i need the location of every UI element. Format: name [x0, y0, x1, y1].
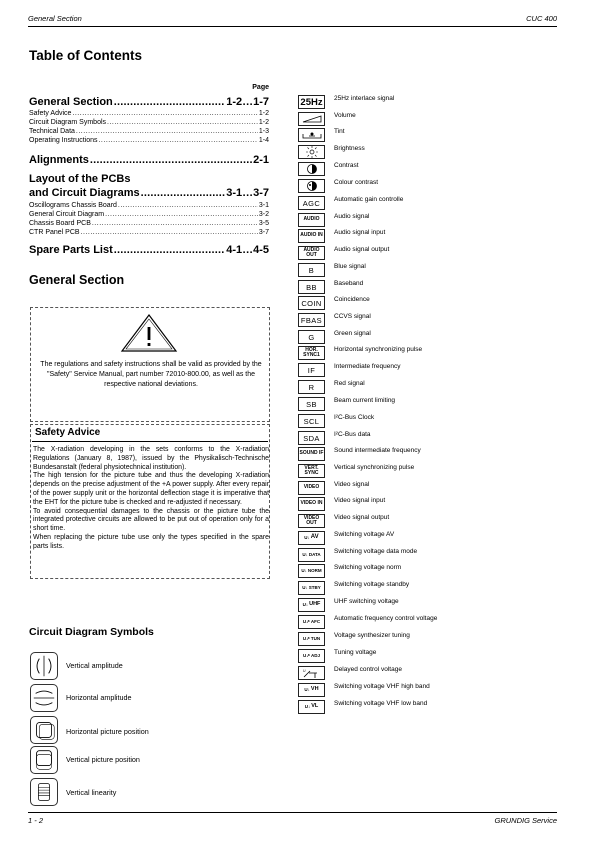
symbol-switching-stby: U↓ STBY	[298, 581, 325, 595]
symbol-coin: COIN	[298, 296, 325, 310]
symbol-label: Switching voltage standby	[334, 581, 410, 588]
symbol-label: Switching voltage VHF high band	[334, 683, 430, 690]
safety-advice-title: Safety Advice	[32, 425, 268, 442]
toc-entry-page: 4-1…4-5	[226, 244, 269, 256]
symbol-label: Delayed control voltage	[334, 666, 402, 673]
toc-entry-label: Circuit Diagram Symbols	[29, 119, 107, 126]
tint-icon	[298, 128, 325, 142]
volume-icon	[298, 112, 325, 126]
toc-entry-label: General Section	[29, 96, 113, 108]
symbol-25hz: 25Hz	[298, 95, 325, 109]
header-section-name: General Section	[28, 14, 82, 23]
toc-entry-label: Chassis Board PCB	[29, 220, 91, 227]
toc-entry-spare-parts[interactable]	[29, 244, 269, 256]
symbol-label: Switching voltage data mode	[334, 548, 418, 555]
toc-leader-dots	[90, 154, 252, 166]
symbol-r: R	[298, 380, 325, 394]
symbol-g: G	[298, 330, 325, 344]
toc-entry-label: General Circuit Diagram	[29, 211, 105, 218]
symbol-label: UHF switching voltage	[334, 598, 399, 605]
symbol-agc: AGC	[298, 196, 325, 210]
toc-entry-page: 2-1	[253, 154, 269, 166]
symbol-tuning-synth: U↗ TUN	[298, 632, 325, 646]
toc-entry-alignments[interactable]	[29, 154, 269, 166]
symbol-switching-vh: U↓ VH	[298, 683, 325, 697]
symbol-label: Blue signal	[334, 263, 366, 270]
delayed-control-icon	[298, 666, 325, 680]
toc-leader-dots	[114, 96, 225, 108]
symbol-label: Vertical synchronizing pulse	[334, 464, 415, 471]
toc-leader-dots	[107, 119, 258, 126]
symbol-switching-norm: U↓ NORM	[298, 564, 325, 578]
circuit-symbol-label: Vertical picture position	[66, 755, 140, 764]
horizontal-position-icon	[30, 716, 58, 744]
toc-entry-page: 3-5	[258, 220, 269, 227]
vertical-position-icon	[30, 746, 58, 774]
toc-entry-label: Operating Instructions	[29, 137, 98, 144]
symbol-label: Green signal	[334, 330, 371, 337]
toc-leader-dots	[105, 211, 258, 218]
symbol-audio-in: AUDIO IN	[298, 229, 325, 243]
symbol-bb: BB	[298, 280, 325, 294]
header-model-name: CUC 400	[526, 14, 557, 23]
symbol-label: Beam current limiting	[334, 397, 396, 404]
safety-advice-text	[33, 446, 269, 552]
toc-entry-safety-advice[interactable]	[29, 110, 269, 117]
circuit-symbols-title: Circuit Diagram Symbols	[29, 626, 154, 638]
toc-leader-dots	[98, 137, 257, 144]
symbol-if: IF	[298, 363, 325, 377]
toc-entry-general-section[interactable]	[29, 96, 269, 108]
symbol-switching-uhf: U↓ UHF	[298, 598, 325, 612]
symbol-label: Video signal output	[334, 514, 390, 521]
toc-entry-page: 1-2…1-7	[226, 96, 269, 108]
symbol-label: Sound intermediate frequency	[334, 447, 421, 454]
symbol-video-out: VIDEO OUT	[298, 514, 325, 528]
toc-leader-dots	[141, 187, 226, 199]
colour-contrast-icon	[298, 179, 325, 193]
toc-entry-page: 1-2	[258, 110, 269, 117]
toc-page-label: Page	[252, 84, 269, 91]
toc-leader-dots	[76, 128, 258, 135]
toc-entry-label: Safety Advice	[29, 110, 72, 117]
symbol-label: CCVS signal	[334, 313, 371, 320]
symbol-fbas: FBAS	[298, 313, 325, 327]
symbol-tuning-voltage: U↗ ADJ	[298, 649, 325, 663]
symbol-hor-sync: HOR. SYNC1	[298, 346, 325, 360]
vertical-amplitude-icon	[30, 652, 58, 680]
toc-entry-page: 3-2	[258, 211, 269, 218]
toc-entry-operating-instructions[interactable]	[29, 137, 269, 144]
symbol-label: Intermediate frequency	[334, 363, 401, 370]
svg-text:U: U	[302, 668, 306, 673]
symbol-label: Automatic gain controlle	[334, 196, 404, 203]
toc-entry-page: 1-3	[258, 128, 269, 135]
toc-entry-label: and Circuit Diagrams	[29, 187, 140, 199]
toc-entry-oscillograms[interactable]	[29, 202, 269, 209]
symbol-label: I²C-Bus Clock	[334, 414, 375, 421]
toc-title: Table of Contents	[29, 48, 142, 63]
warning-triangle-icon	[118, 312, 180, 354]
symbol-video-in: VIDEO IN	[298, 497, 325, 511]
toc-entry-label: Oscillograms Chassis Board	[29, 202, 117, 209]
circuit-symbol-label: Vertical amplitude	[66, 661, 123, 670]
symbol-audio: AUDIO	[298, 213, 325, 227]
symbol-label: Tint	[334, 128, 345, 135]
symbol-label: Audio signal input	[334, 229, 386, 236]
toc-entry-page: 3-1…3-7	[226, 187, 269, 199]
footer-brand: GRUNDIG Service	[494, 816, 557, 825]
general-section-title: General Section	[29, 273, 125, 287]
toc-leader-dots	[114, 244, 225, 256]
symbol-label: Voltage synthesizer tuning	[334, 632, 410, 639]
symbol-sb: SB	[298, 397, 325, 411]
symbol-switching-vl: U↓ VL	[298, 700, 325, 714]
safety-paragraph: The high tension for the picture tube and thus the developing X-radiation depends on the precise adjustment of the +A power supply. After every repair of the power supply unit or the horizontal deflection stage it is imperative that the EHT for the picture tube is checked and re-adjusted if necessary.	[33, 472, 269, 506]
toc-leader-dots	[118, 202, 258, 209]
footer-page-number: 1 - 2	[28, 816, 44, 825]
symbol-audio-out: AUDIO OUT	[298, 246, 325, 260]
symbol-label: Video signal input	[334, 497, 386, 504]
symbol-label: Audio signal output	[334, 246, 390, 253]
symbol-label: Switching voltage norm	[334, 564, 402, 571]
symbol-label: Brightness	[334, 145, 365, 152]
symbol-label: Horizontal synchronizing pulse	[334, 346, 423, 353]
toc-entry-label: Technical Data	[29, 128, 75, 135]
symbol-label: Switching voltage VHF low band	[334, 700, 428, 707]
circuit-symbol-label: Horizontal picture position	[66, 727, 149, 736]
header-rule	[28, 26, 557, 27]
toc-leader-dots	[92, 220, 258, 227]
toc-entry-chassis-board-pcb[interactable]	[29, 220, 269, 227]
symbol-label: Red signal	[334, 380, 365, 387]
symbol-afc: U↗ AFC	[298, 615, 325, 629]
toc-entry-ctr-panel-pcb[interactable]	[29, 229, 269, 236]
symbol-label: Coincidence	[334, 296, 370, 303]
toc-entry-label: Spare Parts List	[29, 244, 113, 256]
contrast-icon	[298, 162, 325, 176]
circuit-symbol-label: Horizontal amplitude	[66, 693, 132, 702]
symbol-vert-sync: VERT. SYNC	[298, 464, 325, 478]
symbol-label: Automatic frequency control voltage	[334, 615, 438, 622]
symbol-label: Contrast	[334, 162, 359, 169]
toc-entry-label: Alignments	[29, 154, 89, 166]
symbol-scl: SCL	[298, 414, 325, 428]
symbol-label: Colour contrast	[334, 179, 379, 186]
toc-entry-page: 1-2	[258, 119, 269, 126]
symbol-label: Video signal	[334, 481, 370, 488]
symbol-switching-data: U↓ DATA	[298, 548, 325, 562]
safety-paragraph: To avoid consequential damages to the chassis or the picture tube the integrated protective circuits are allowed to be put out of operation only for a short time.	[33, 507, 269, 533]
vertical-linearity-icon	[30, 778, 58, 806]
warning-text: The regulations and safety instructions shall be valid as provided by the "Safety" Service Manual, part number 72010-800.00, as well as the respective national deviations.	[40, 361, 262, 388]
toc-entry-general-circuit-diagram[interactable]	[29, 211, 269, 218]
toc-entry-page: 3-7	[258, 229, 269, 236]
symbol-label: Tuning voltage	[334, 649, 377, 656]
brightness-icon	[298, 145, 325, 159]
toc-entry-circuit-diagram-symbols[interactable]	[29, 119, 269, 126]
toc-entry-layout-heading: Layout of the PCBs	[29, 173, 131, 185]
safety-paragraph: The X-radiation developing in the sets conforms to the X-radiation Regulations (January 8, 1987), issued by the Physikalisch-Technische Bundesanstalt (federal physiotechnical institution).	[33, 446, 269, 471]
toc-entry-technical-data[interactable]	[29, 128, 269, 135]
symbol-sound-if: SOUND IF	[298, 447, 325, 461]
toc-leader-dots	[81, 229, 258, 236]
symbol-label: Volume	[334, 112, 356, 119]
toc-leader-dots	[72, 110, 257, 117]
toc-entry-layout-circuit-diagrams[interactable]	[29, 187, 269, 199]
symbol-switching-av: U↓ AV	[298, 531, 325, 545]
symbol-label: Switching voltage AV	[334, 531, 395, 538]
symbol-label: 25Hz interlace signal	[334, 95, 395, 102]
symbol-label: Audio signal	[334, 213, 370, 220]
symbol-label: Baseband	[334, 280, 364, 287]
symbol-label: I²C-Bus data	[334, 431, 371, 438]
circuit-symbol-label: Vertical linearity	[66, 788, 117, 797]
symbol-video: VIDEO	[298, 481, 325, 495]
horizontal-amplitude-icon	[30, 684, 58, 712]
footer-rule	[28, 812, 557, 813]
symbol-sda: SDA	[298, 431, 325, 445]
toc-entry-page: 3-1	[258, 202, 269, 209]
toc-entry-page: 1-4	[258, 137, 269, 144]
symbol-b: B	[298, 263, 325, 277]
safety-paragraph: When replacing the picture tube use only the types specified in the spare parts lists.	[33, 533, 269, 550]
toc-entry-label: CTR Panel PCB	[29, 229, 80, 236]
